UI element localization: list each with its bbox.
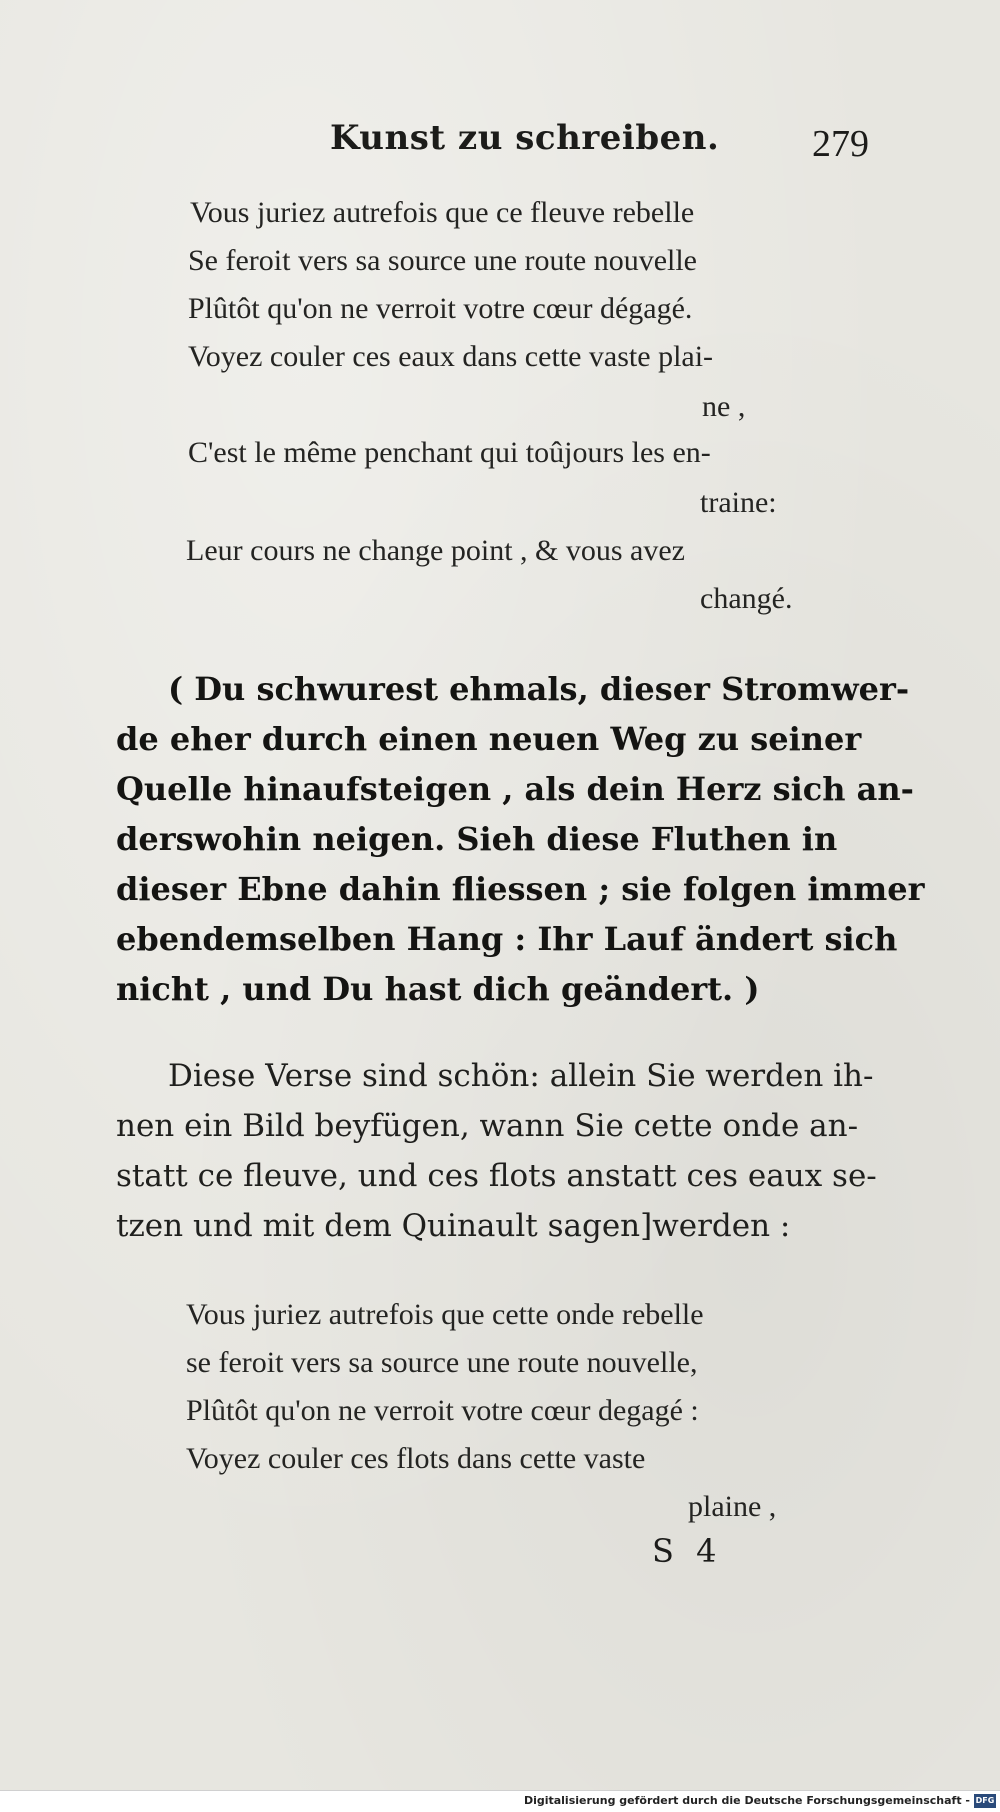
translation-line: nicht , und Du hast dich geändert. ) — [116, 970, 760, 1008]
quote1-line: traine: — [700, 486, 777, 519]
dfg-logo: DFG — [974, 1794, 996, 1808]
quote2-line: se feroit vers sa source une route nouvelle, — [186, 1346, 698, 1379]
commentary-line: Diese Verse sind schön: allein Sie werden ih- — [168, 1058, 874, 1094]
translation-line: ( Du schwurest ehmals, dieser Stromwer- — [168, 670, 910, 708]
commentary-line: statt ce fleuve, und ces flots anstatt ces eaux se- — [116, 1158, 877, 1194]
page-number: 279 — [812, 123, 869, 165]
commentary-line: nen ein Bild beyfügen, wann Sie cette onde an- — [116, 1108, 859, 1144]
translation-line: dieser Ebne dahin fliessen ; sie folgen immer — [116, 870, 925, 908]
translation-line: de eher durch einen neuen Weg zu seiner — [116, 720, 862, 758]
quote1-line: Plûtôt qu'on ne verroit votre cœur dégagé. — [188, 292, 693, 325]
translation-line: Quelle hinaufsteigen , als dein Herz sich an- — [116, 770, 914, 808]
translation-line: derswohin neigen. Sieh diese Fluthen in — [116, 820, 838, 858]
quote1-line: changé. — [700, 582, 793, 615]
quote2-line: Voyez couler ces flots dans cette vaste — [186, 1442, 646, 1475]
running-head: Kunst zu schreiben. — [330, 118, 720, 158]
quote2-line: Vous juriez autrefois que cette onde rebelle — [186, 1298, 704, 1331]
signature-mark: S 4 — [652, 1532, 723, 1570]
quote2-line: Plûtôt qu'on ne verroit votre cœur degagé : — [186, 1394, 699, 1427]
quote1-line: Se feroit vers sa source une route nouvelle — [188, 244, 697, 277]
digitization-footer — [0, 1790, 1000, 1812]
quote1-line: ne , — [702, 390, 746, 423]
quote1-line: Leur cours ne change point , & vous avez — [186, 534, 685, 567]
translation-line: ebendemselben Hang : Ihr Lauf ändert sich — [116, 920, 898, 958]
footer-credit: Digitalisierung gefördert durch die Deutsche Forschungsgemeinschaft - — [523, 1794, 970, 1807]
commentary-line: tzen und mit dem Quinault sagen]werden : — [116, 1208, 791, 1244]
quote1-line: Voyez couler ces eaux dans cette vaste plai- — [188, 340, 714, 373]
quote1-line: Vous juriez autrefois que ce fleuve rebelle — [190, 196, 695, 229]
quote1-line: C'est le même penchant qui toûjours les en- — [188, 436, 711, 469]
quote2-line: plaine , — [688, 1490, 777, 1523]
